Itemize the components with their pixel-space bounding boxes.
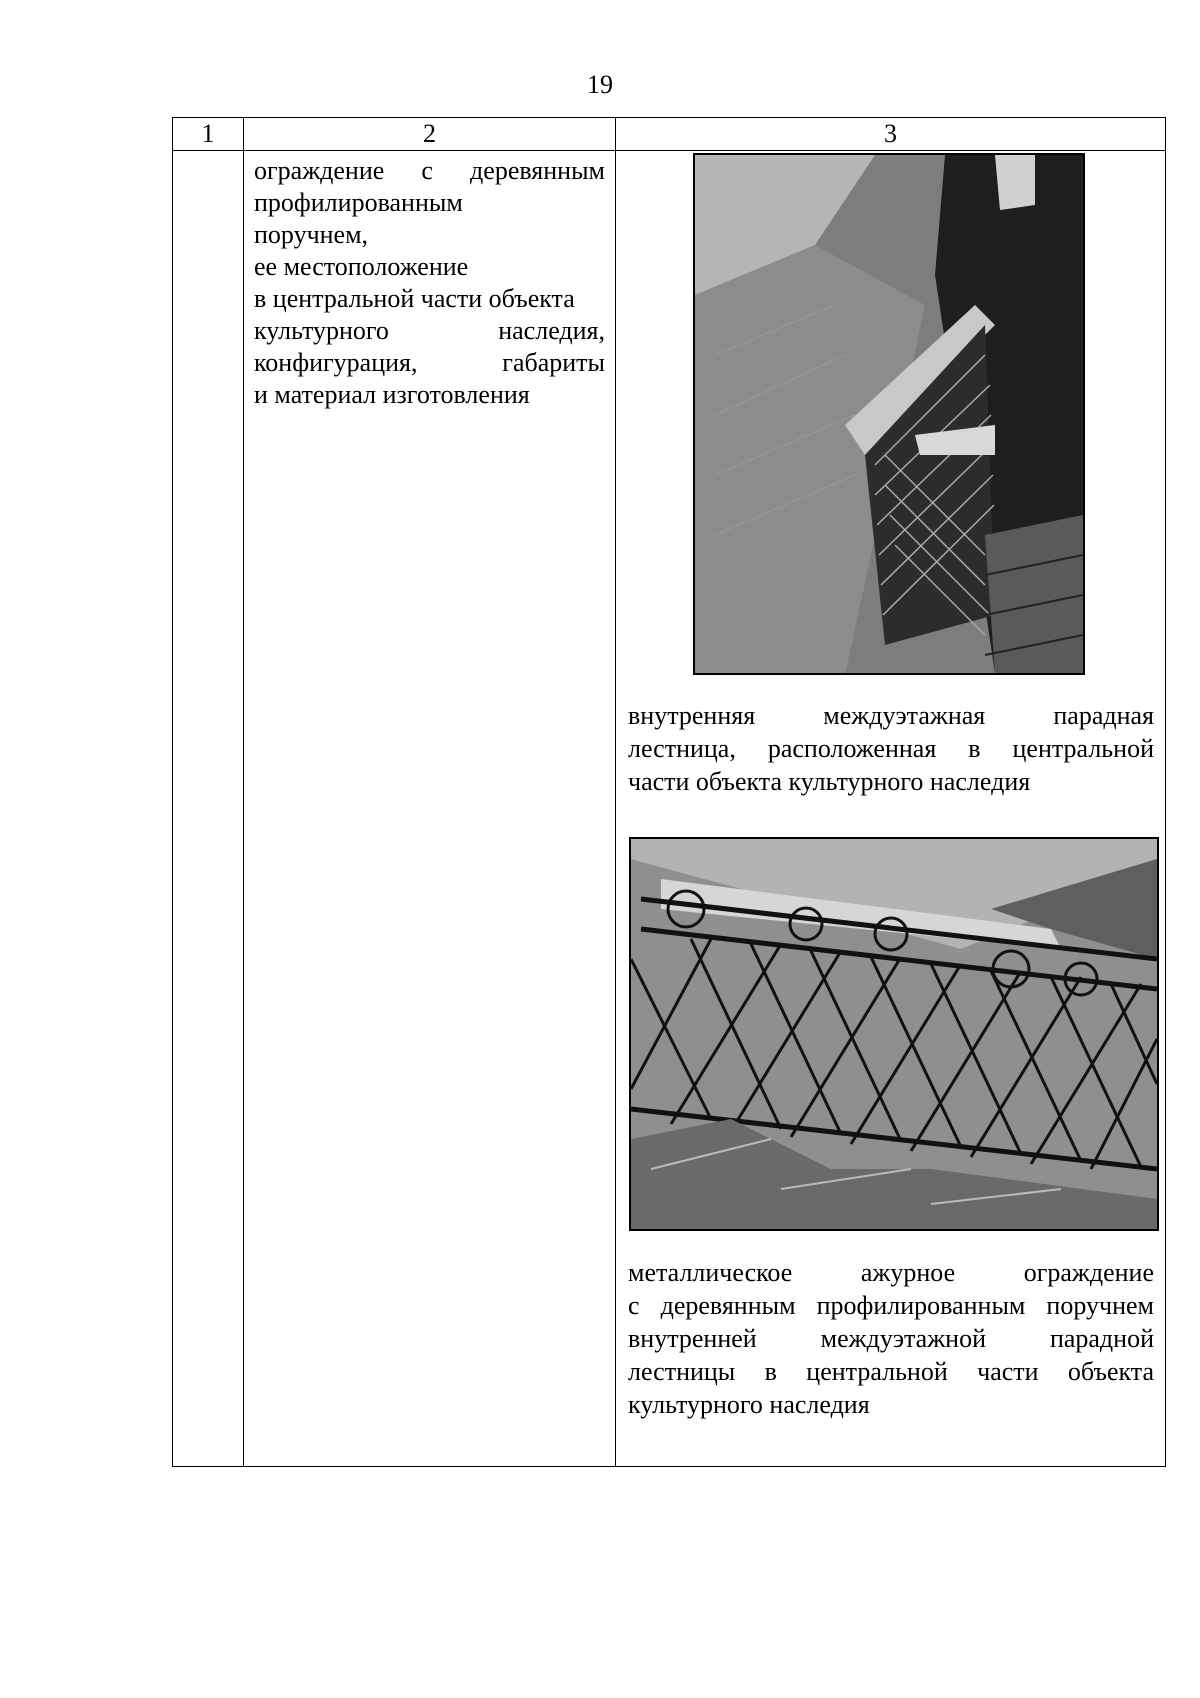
staircase-caption: [628, 699, 1154, 798]
caption-line: культурного наследия: [628, 1390, 870, 1419]
description-line: в центральной части объекта: [254, 284, 575, 313]
column-header-2: 2: [244, 118, 616, 151]
column-header-1: 1: [173, 118, 244, 151]
table-row: [173, 151, 1166, 1467]
description-line: поручнем,: [254, 220, 369, 249]
document-table: [172, 117, 1166, 1467]
column-header-3: 3: [616, 118, 1166, 151]
caption-line: внутренняя междуэтажная парадная: [628, 701, 1154, 730]
caption-line: лестницы в центральной части объекта: [628, 1357, 1154, 1386]
caption-line: лестница, расположенная в центральной: [628, 734, 1154, 763]
description-line: ограждение с деревянным: [254, 156, 605, 185]
description-line: культурного наследия,: [254, 316, 605, 345]
caption-line: с деревянным профилированным поручнем: [628, 1291, 1154, 1320]
description-line: ее местоположение: [254, 252, 469, 281]
description-text: [244, 151, 615, 411]
description-line: и материал изготовления: [254, 380, 530, 409]
description-line: профилированным: [254, 188, 463, 217]
page-number: 19: [587, 70, 613, 99]
railing-caption: [628, 1256, 1154, 1421]
caption-line: металлическое ажурное ограждение: [628, 1258, 1154, 1287]
row-number-cell: [173, 151, 244, 1467]
caption-line: внутренней междуэтажной парадной: [628, 1324, 1154, 1353]
caption-line: части объекта культурного наследия: [628, 767, 1031, 796]
railing-photo: [629, 837, 1159, 1231]
staircase-photo: [693, 153, 1085, 675]
photo-cell: [616, 151, 1166, 1467]
description-cell: [244, 151, 616, 1467]
table-header-row: [173, 118, 1166, 151]
description-line: конфигурация, габариты: [254, 348, 605, 377]
